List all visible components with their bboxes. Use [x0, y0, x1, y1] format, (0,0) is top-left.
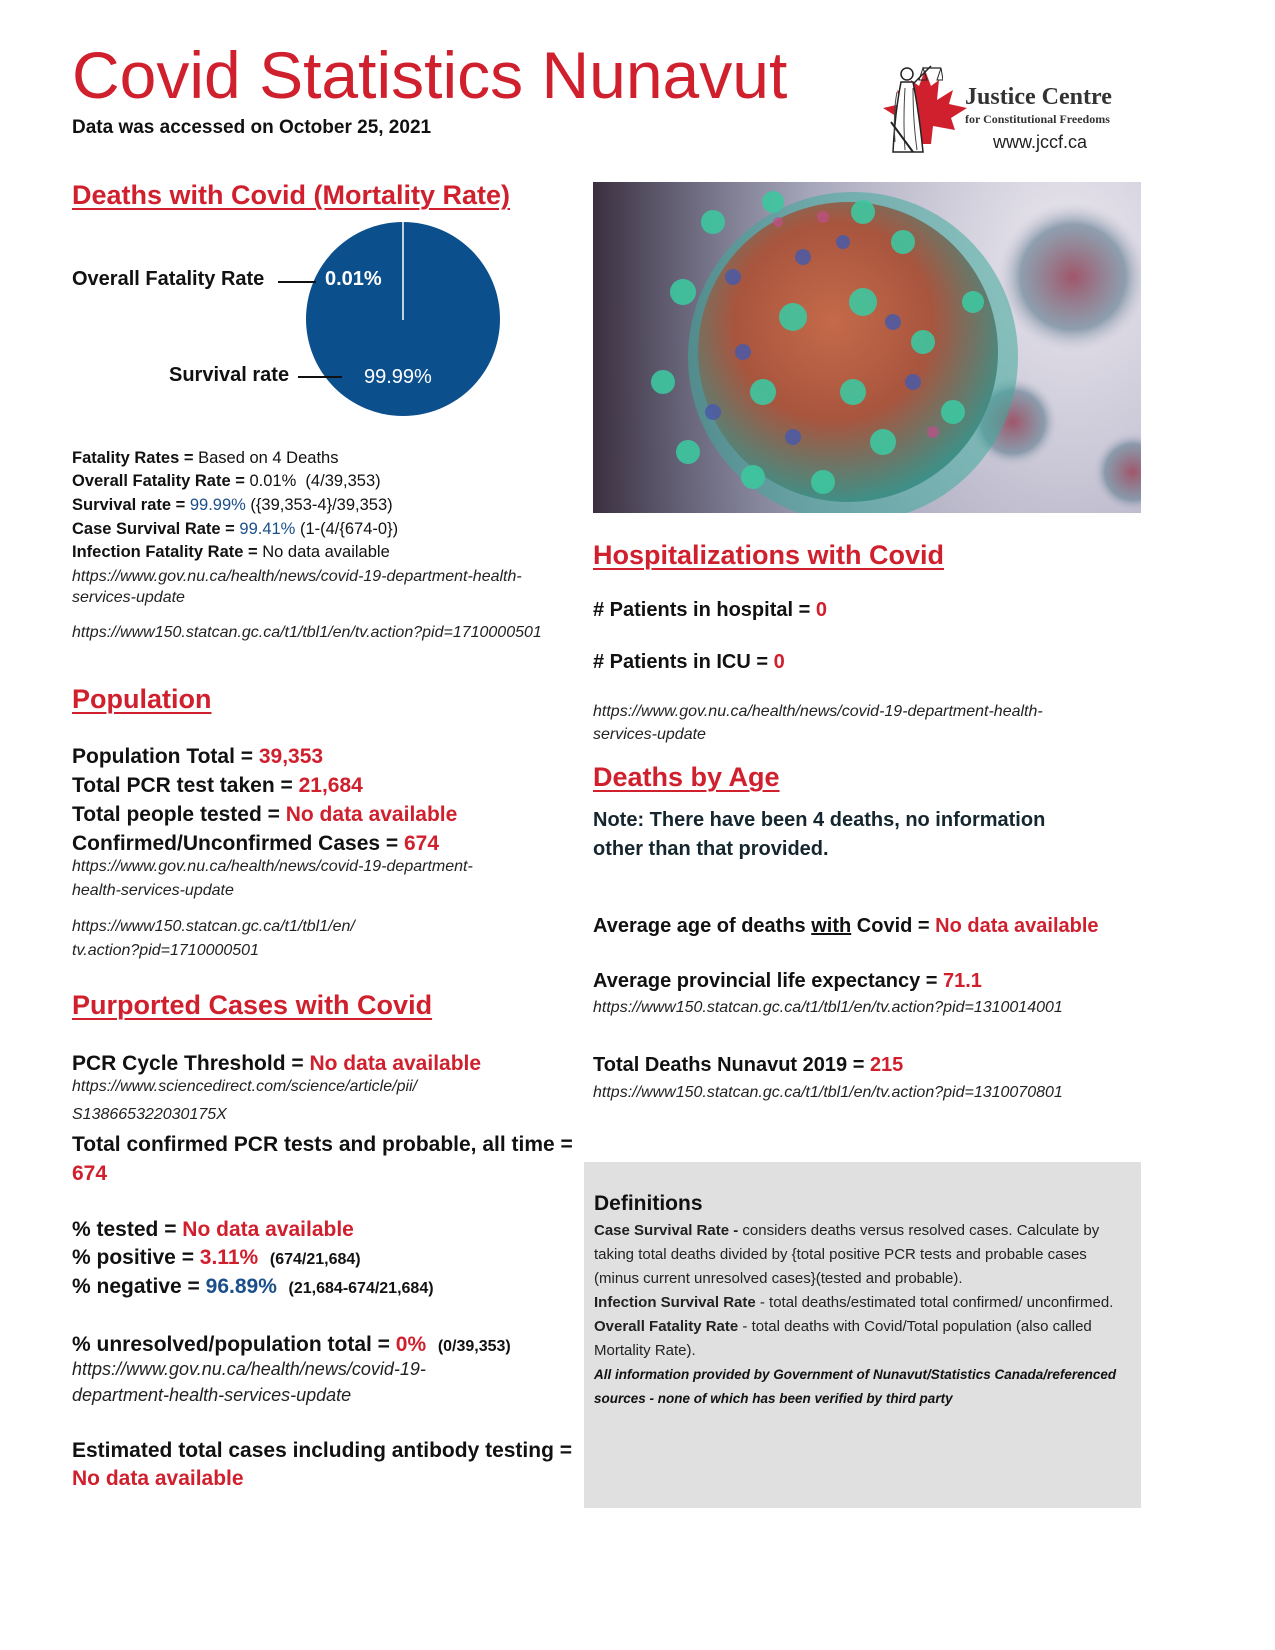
patients-in-hospital: # Patients in hospital = 0: [593, 599, 827, 621]
unresolved-source-link-cont[interactable]: department-health-services-update: [72, 1385, 352, 1405]
life-expectancy-source-link[interactable]: https://www150.statcan.gc.ca/t1/tbl1/en/tv.action?pid=1310014001: [593, 999, 1063, 1016]
coronavirus-image: [593, 182, 1141, 513]
lady-justice-icon: [883, 52, 943, 162]
mortality-source-link-2[interactable]: https://www150.statcan.gc.ca/t1/tbl1/en/tv.action?pid=1710000501: [72, 624, 542, 641]
population-source-link-1[interactable]: https://www.gov.nu.ca/health/news/covid-19-department-: [72, 858, 473, 875]
pie-fatality-value: 0.01%: [325, 268, 382, 290]
percent-unresolved: % unresolved/population total = 0% (0/39,353): [72, 1333, 511, 1356]
logo-name: Justice Centre: [965, 84, 1112, 110]
estimated-total-value: No data available: [72, 1467, 244, 1490]
estimated-total-label: Estimated total cases including antibody testing =: [72, 1439, 573, 1462]
survival-rate-line: Survival rate = 99.99% ({39,353-4}/39,353): [72, 496, 393, 514]
population-source-link-2-cont[interactable]: tv.action?pid=1710000501: [72, 942, 259, 959]
population-source-link-1-cont[interactable]: health-services-update: [72, 882, 234, 899]
pcr-source-link-cont[interactable]: S138665322030175X: [72, 1106, 227, 1123]
total-pcr-tests: Total PCR test taken = 21,684: [72, 774, 363, 797]
pcr-cycle-threshold: PCR Cycle Threshold = No data available: [72, 1052, 482, 1075]
cases-heading: Purported Cases with Covid: [72, 990, 433, 1020]
total-confirmed-value: 674: [72, 1162, 108, 1185]
population-total: Population Total = 39,353: [72, 745, 324, 768]
population-heading: Population: [72, 684, 212, 714]
population-source-link-2[interactable]: https://www150.statcan.gc.ca/t1/tbl1/en/: [72, 918, 355, 935]
definition-case-survival: Case Survival Rate - considers deaths versus resolved cases. Calculate by taking total deaths divided by {total positive PCR tests and probable cases (minus current unresolved cases}(tested and probable).: [594, 1222, 1100, 1287]
definitions-title: Definitions: [594, 1192, 703, 1215]
fatality-rates-line: Fatality Rates = Based on 4 Deaths: [72, 449, 339, 467]
pie-survival-label: Survival rate: [169, 364, 290, 386]
accessed-date: Data was accessed on October 25, 2021: [72, 117, 432, 138]
pie-survival-leader: [298, 376, 342, 378]
pie-fatality-leader: [278, 281, 316, 283]
age-note-line-2: other than that provided.: [593, 838, 829, 860]
percent-tested: % tested = No data available: [72, 1218, 354, 1241]
unresolved-source-link[interactable]: https://www.gov.nu.ca/health/news/covid-19-: [72, 1359, 426, 1379]
pcr-source-link[interactable]: https://www.sciencedirect.com/science/article/pii/: [72, 1078, 418, 1095]
overall-fatality-line: Overall Fatality Rate = 0.01% (4/39,353): [72, 472, 381, 490]
mortality-source-link-1[interactable]: https://www.gov.nu.ca/health/news/covid-19-department-health-: [72, 568, 522, 585]
definition-overall-fatality: Overall Fatality Rate - total deaths with Covid/Total population (also called Mortality Rate).: [594, 1318, 1092, 1359]
total-deaths-2019: Total Deaths Nunavut 2019 = 215: [593, 1054, 904, 1076]
patients-in-icu: # Patients in ICU = 0: [593, 651, 785, 673]
life-expectancy: Average provincial life expectancy = 71.1: [593, 970, 982, 992]
deaths-by-age-heading: Deaths by Age: [593, 762, 780, 792]
total-deaths-source-link[interactable]: https://www150.statcan.gc.ca/t1/tbl1/en/tv.action?pid=1310070801: [593, 1084, 1063, 1101]
percent-negative: % negative = 96.89% (21,684-674/21,684): [72, 1275, 434, 1298]
hospital-heading: Hospitalizations with Covid: [593, 540, 945, 570]
definitions-disclaimer: All information provided by Government of Nunavut/Statistics Canada/referenced sources - none of which has been verified by third party: [594, 1367, 1117, 1406]
infection-fatality-line: Infection Fatality Rate = No data available: [72, 543, 390, 561]
hospital-source-link-cont[interactable]: services-update: [593, 726, 706, 743]
page-title: Covid Statistics Nunavut: [72, 38, 788, 112]
hospital-source-link[interactable]: https://www.gov.nu.ca/health/news/covid-19-department-health-: [593, 703, 1043, 720]
confirmed-cases: Confirmed/Unconfirmed Cases = 674: [72, 832, 440, 855]
mortality-heading: Deaths with Covid (Mortality Rate): [72, 180, 511, 210]
definitions-box: [584, 1162, 1141, 1508]
average-age-deaths: Average age of deaths with Covid = No data available: [593, 915, 1099, 937]
total-confirmed-label: Total confirmed PCR tests and probable, all time =: [72, 1133, 573, 1156]
pie-fatality-label: Overall Fatality Rate: [72, 268, 265, 290]
percent-positive: % positive = 3.11% (674/21,684): [72, 1246, 361, 1269]
logo-subtitle: for Constitutional Freedoms: [965, 112, 1110, 126]
case-survival-line: Case Survival Rate = 99.41% (1-(4/{674-0}): [72, 520, 399, 538]
pie-survival-value: 99.99%: [364, 366, 432, 388]
age-note-line-1: Note: There have been 4 deaths, no information: [593, 809, 1046, 831]
total-people-tested: Total people tested = No data available: [72, 803, 458, 826]
logo-url-link[interactable]: www.jccf.ca: [993, 132, 1088, 152]
mortality-source-link-1-cont[interactable]: services-update: [72, 589, 185, 606]
definition-infection-survival: Infection Survival Rate - total deaths/estimated total confirmed/ unconfirmed.: [594, 1294, 1114, 1311]
